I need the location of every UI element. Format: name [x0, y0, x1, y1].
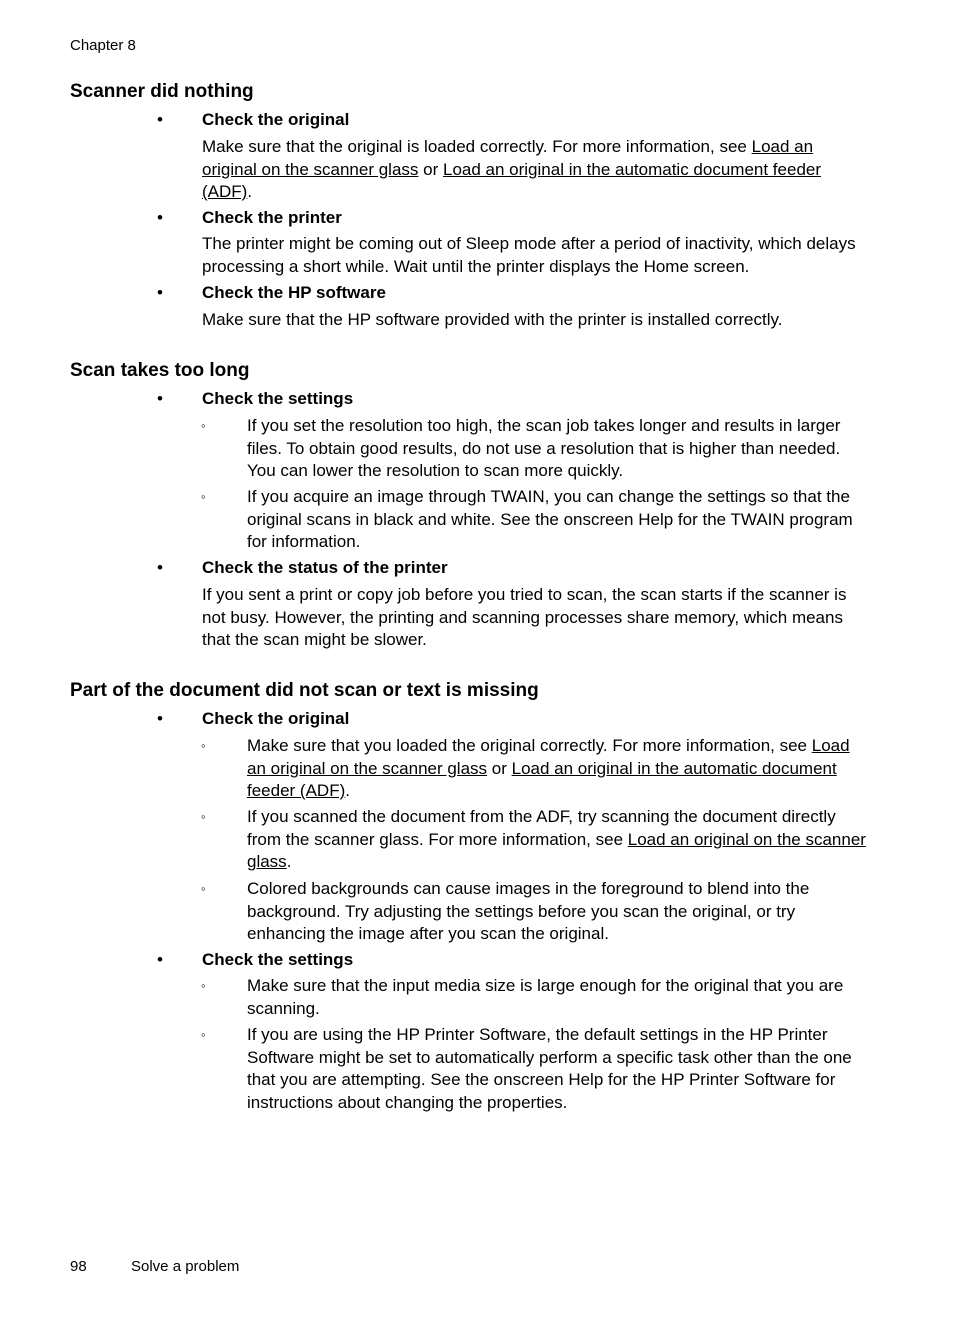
item-heading: Check the printer — [202, 208, 342, 227]
cross-reference-link[interactable]: Load an original on the scanner glass — [247, 736, 850, 778]
cross-reference-link[interactable]: Load an original in the automatic document feeder (ADF) — [202, 159, 822, 201]
body-text: Make sure that you loaded the original correctly. For more information, see — [247, 736, 812, 755]
sub-item-body — [247, 735, 871, 803]
item-body — [202, 309, 870, 332]
body-text: If you are using the HP Printer Software, the default settings in the HP Printer Software might be set to automatically perform a specific task other than the one that you are attempting. See the onscreen Help for the HP Printer Software for instructions about changing the properties. — [247, 1025, 852, 1112]
body-text: . — [345, 781, 350, 800]
bullet-marker: • — [157, 950, 163, 969]
body-text: or — [418, 159, 443, 179]
cross-reference-link[interactable]: Load an original on the scanner glass — [247, 829, 866, 871]
sub-item-body — [247, 878, 871, 946]
body-text: Make sure that the HP software provided with the printer is installed correctly. — [202, 310, 783, 329]
item-heading: Check the status of the printer — [202, 558, 448, 577]
bullet-marker: • — [157, 110, 163, 129]
footer-section-title: Solve a problem — [131, 1258, 240, 1275]
body-text: Colored backgrounds can cause images in the foreground to blend into the background. Try adjusting the settings before you scan the original, or try enhancing the image after you scan the original. — [247, 879, 810, 943]
sub-item-body — [247, 486, 871, 554]
item-body — [202, 584, 870, 652]
item-heading: Check the HP software — [202, 283, 386, 302]
bullet-marker: • — [157, 389, 163, 408]
cross-reference-link[interactable]: Load an original in the automatic document feeder (ADF) — [247, 758, 837, 800]
body-text: If you scanned the document from the ADF, try scanning the document directly from the scanner glass. For more information, see — [247, 807, 836, 849]
sub-bullet-marker: ◦ — [201, 1027, 206, 1042]
sub-bullet-marker: ◦ — [201, 809, 206, 824]
section-title-scanner-did-nothing: Scanner did nothing — [70, 81, 254, 102]
body-text: The printer might be coming out of Sleep mode after a period of inactivity, which delays processing a short while. Wait until the printer displays the Home screen. — [202, 234, 856, 276]
body-text: If you acquire an image through TWAIN, you can change the settings so that the original scans in black and white. See the onscreen Help for the TWAIN program for information. — [247, 487, 853, 551]
sub-bullet-marker: ◦ — [201, 738, 206, 753]
cross-reference-link[interactable]: Load an original on the scanner glass — [202, 137, 814, 179]
sub-bullet-marker: ◦ — [201, 418, 206, 433]
item-heading: Check the original — [202, 709, 350, 728]
page-number: 98 — [70, 1258, 87, 1275]
body-text: or — [487, 758, 512, 778]
body-text: Make sure that the original is loaded correctly. For more information, see — [202, 137, 752, 156]
bullet-marker: • — [157, 283, 163, 302]
item-heading: Check the original — [202, 110, 350, 129]
sub-item-body — [247, 806, 871, 874]
item-heading: Check the settings — [202, 389, 354, 408]
sub-bullet-marker: ◦ — [201, 881, 206, 896]
sub-item-body — [247, 1024, 871, 1114]
body-text: If you sent a print or copy job before you tried to scan, the scan starts if the scanner is not busy. However, the printing and scanning processes share memory, which means that the scan might be slower. — [202, 585, 847, 649]
sub-item-body — [247, 975, 871, 1020]
item-body — [202, 136, 870, 204]
section-title-scan-takes-too-long: Scan takes too long — [70, 360, 250, 381]
sub-bullet-marker: ◦ — [201, 978, 206, 993]
sub-bullet-marker: ◦ — [201, 489, 206, 504]
item-heading: Check the settings — [202, 950, 354, 969]
bullet-marker: • — [157, 208, 163, 227]
body-text: Make sure that the input media size is large enough for the original that you are scanning. — [247, 976, 844, 1018]
bullet-marker: • — [157, 558, 163, 577]
body-text: . — [286, 852, 292, 871]
item-body — [202, 233, 870, 278]
sub-item-body — [247, 415, 871, 483]
section-title-part-of-document-missing: Part of the document did not scan or text is missing — [70, 680, 539, 701]
body-text: If you set the resolution too high, the scan job takes longer and results in larger files. To obtain good results, do not use a resolution that is higher than needed. You can lower the resolution to scan more quickly. — [247, 416, 841, 480]
chapter-label: Chapter 8 — [70, 37, 136, 54]
body-text: . — [247, 182, 253, 201]
bullet-marker: • — [157, 709, 163, 728]
